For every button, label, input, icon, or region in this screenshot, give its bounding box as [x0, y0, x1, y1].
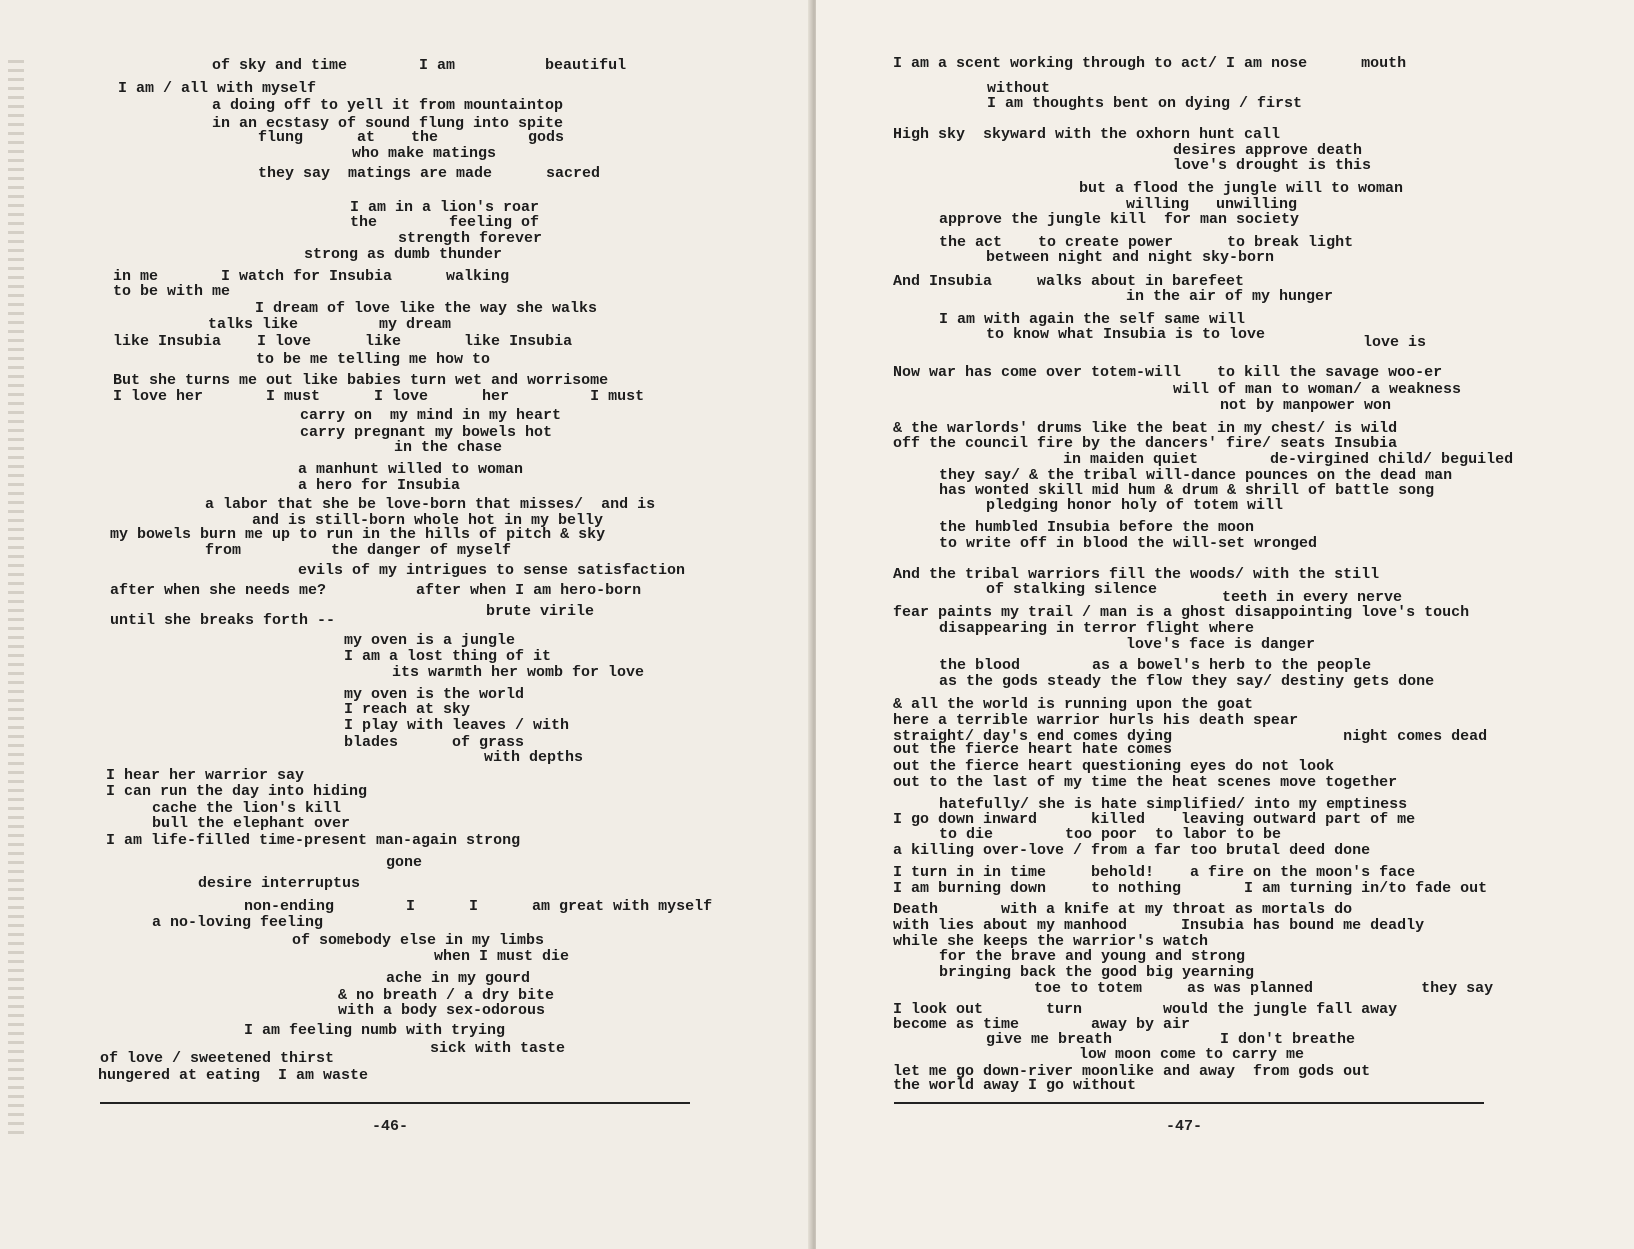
left-line: and is still-born whole hot in my belly [252, 512, 604, 529]
left-line: in the chase [394, 439, 503, 456]
left-line: after when she needs me? after when I am hero-born [110, 582, 642, 599]
right-line: for the brave and young and strong [939, 948, 1246, 965]
left-line: of somebody else in my limbs [292, 932, 545, 949]
right-page-number: -47- [1166, 1118, 1203, 1135]
right-line: out to the last of my time the heat scenes move together [893, 774, 1398, 791]
left-line: my oven is a jungle [344, 632, 516, 649]
left-line: they say matings are made sacred [258, 165, 601, 182]
right-line: to write off in blood the will-set wronged [939, 535, 1318, 552]
left-line: I am in a lion's roar [350, 199, 540, 216]
right-line: desires approve death [1173, 142, 1363, 159]
right-line: I am with again the self same will [939, 311, 1246, 328]
right-footer-rule [894, 1102, 1484, 1104]
right-line: off the council fire by the dancers' fire/ seats Insubia [893, 435, 1398, 452]
right-line: here a terrible warrior hurls his death spear [893, 712, 1299, 729]
right-line: with lies about my manhood Insubia has bound me deadly [893, 917, 1425, 934]
right-line: out the fierce heart questioning eyes do not look [893, 758, 1335, 775]
left-line: like Insubia I love like like Insubia [113, 333, 573, 350]
right-line: I am a scent working through to act/ I am nose mouth [893, 55, 1407, 72]
left-line: I am feeling numb with trying [244, 1022, 506, 1039]
right-line: I go down inward killed leaving outward part of me [893, 811, 1416, 828]
right-line: the blood as a bowel's herb to the people [939, 657, 1372, 674]
left-line: brute virile [486, 603, 595, 620]
right-line: Death with a knife at my throat as mortals do [893, 901, 1353, 918]
left-line: gone [386, 854, 423, 871]
left-line: But she turns me out like babies turn wet and worrisome [113, 372, 609, 389]
right-line: to know what Insubia is to love [986, 326, 1266, 343]
right-line: a killing over-love / from a far too brutal deed done [893, 842, 1371, 859]
right-line: & all the world is running upon the goat [893, 696, 1254, 713]
right-line: & the warlords' drums like the beat in my chest/ is wild [893, 420, 1398, 437]
right-line: in maiden quiet de-virgined child/ beguiled [1063, 451, 1514, 468]
right-line: not by manpower won [1220, 397, 1392, 414]
left-line: hungered at eating I am waste [98, 1067, 369, 1084]
left-line: with a body sex-odorous [338, 1002, 546, 1019]
left-line: a doing off to yell it from mountaintop [212, 97, 564, 114]
left-line: strong as dumb thunder [304, 246, 503, 263]
left-line: I am life-filled time-present man-again strong [106, 832, 521, 849]
left-line: I love her I must I love her I must [113, 388, 645, 405]
left-line: with depths [484, 749, 584, 766]
right-line: low moon come to carry me [1079, 1046, 1305, 1063]
left-line: the feeling of [350, 214, 540, 231]
right-line: I look out turn would the jungle fall away [893, 1001, 1398, 1018]
right-line: become as time away by air [893, 1016, 1191, 1033]
right-line: Now war has come over totem-will to kill the savage woo-er [893, 364, 1443, 381]
right-line: but a flood the jungle will to woman [1079, 180, 1404, 197]
right-line: give me breath I don't breathe [986, 1031, 1356, 1048]
right-line: love is [1363, 334, 1427, 351]
right-line: between night and night sky-born [986, 249, 1275, 266]
left-line: in me I watch for Insubia walking [113, 268, 510, 285]
right-line: And the tribal warriors fill the woods/ with the still [893, 566, 1380, 583]
left-line: to be with me [113, 283, 231, 300]
left-line: I am / all with myself [118, 80, 317, 97]
right-line: I am burning down to nothing I am turning in/to fade out [893, 880, 1488, 897]
right-line: approve the jungle kill for man society [939, 211, 1300, 228]
right-line: the world away I go without [893, 1077, 1137, 1094]
right-line: hatefully/ she is hate simplified/ into my emptiness [939, 796, 1408, 813]
right-line: bringing back the good big yearning [939, 964, 1255, 981]
left-line: in an ecstasy of sound flung into spite [212, 115, 564, 132]
left-line: desire interruptus [198, 875, 361, 892]
right-line: out the fierce heart hate comes [893, 741, 1173, 758]
left-line: flung at the gods [258, 129, 565, 146]
right-line: teeth in every nerve [1222, 589, 1403, 606]
left-line: talks like my dream [208, 316, 452, 333]
left-line: a manhunt willed to woman [298, 461, 524, 478]
right-line: willing unwilling [1126, 196, 1298, 213]
right-line: to die too poor to labor to be [939, 826, 1282, 843]
left-line: I dream of love like the way she walks [255, 300, 598, 317]
right-line: disappearing in terror flight where [939, 620, 1255, 637]
left-line: I can run the day into hiding [106, 783, 368, 800]
right-line: High sky skyward with the oxhorn hunt call [893, 126, 1281, 143]
left-line: when I must die [434, 948, 570, 965]
right-page [816, 0, 1634, 1249]
left-line: carry on my mind in my heart [300, 407, 562, 424]
right-line: love's face is danger [1126, 636, 1316, 653]
right-line: I turn in in time behold! a fire on the moon's face [893, 864, 1416, 881]
right-line: in the air of my hunger [1126, 288, 1334, 305]
left-line: evils of my intrigues to sense satisfaction [298, 562, 686, 579]
right-line: the humbled Insubia before the moon [939, 519, 1255, 536]
left-line: my bowels burn me up to run in the hills of pitch & sky [110, 526, 606, 543]
left-line: a no-loving feeling [152, 914, 324, 931]
left-line: blades of grass [344, 734, 525, 751]
binding-perforations [8, 60, 24, 1140]
left-line: of love / sweetened thirst [100, 1050, 335, 1067]
left-line: I play with leaves / with [344, 717, 570, 734]
right-line: I am thoughts bent on dying / first [987, 95, 1303, 112]
right-line: they say/ & the tribal will-dance pounces on the dead man [939, 467, 1453, 484]
right-line: has wonted skill mid hum & drum & shrill of battle song [939, 482, 1435, 499]
left-line: I hear her warrior say [106, 767, 305, 784]
left-line: sick with taste [430, 1040, 566, 1057]
left-page [0, 0, 812, 1249]
left-line: ache in my gourd [386, 970, 531, 987]
right-line: the act to create power to break light [939, 234, 1354, 251]
right-line: of stalking silence [986, 581, 1158, 598]
left-line: bull the elephant over [152, 815, 351, 832]
left-line: my oven is the world [344, 686, 525, 703]
right-line: love's drought is this [1173, 157, 1372, 174]
right-line: And Insubia walks about in barefeet [893, 273, 1245, 290]
right-line: let me go down-river moonlike and away from gods out [893, 1063, 1371, 1080]
right-line: fear paints my trail / man is a ghost disappointing love's touch [893, 604, 1470, 621]
left-line: a hero for Insubia [298, 477, 461, 494]
right-line: pledging honor holy of totem will [986, 497, 1284, 514]
left-line: from the danger of myself [205, 542, 512, 559]
right-line: while she keeps the warrior's watch [893, 933, 1209, 950]
left-line: non-ending I I am great with myself [244, 898, 713, 915]
left-line: to be me telling me how to [256, 351, 491, 368]
left-page-number: -46- [372, 1118, 409, 1135]
left-line: a labor that she be love-born that misses/ and is [205, 496, 656, 513]
left-line: carry pregnant my bowels hot [300, 424, 553, 441]
left-line: cache the lion's kill [152, 800, 342, 817]
left-line: who make matings [352, 145, 497, 162]
left-line: its warmth her womb for love [392, 664, 645, 681]
right-line: toe to totem as was planned they say [1034, 980, 1494, 997]
left-line: strength forever [398, 230, 543, 247]
right-line: straight/ day's end comes dying night comes dead [893, 728, 1488, 745]
left-footer-rule [100, 1102, 690, 1104]
left-line: I am a lost thing of it [344, 648, 552, 665]
left-line: until she breaks forth -- [110, 612, 336, 629]
left-line: of sky and time I am beautiful [212, 57, 627, 74]
right-line: will of man to woman/ a weakness [1173, 381, 1462, 398]
right-line: without [987, 80, 1051, 97]
right-line: as the gods steady the flow they say/ destiny gets done [939, 673, 1435, 690]
left-line: I reach at sky [344, 701, 471, 718]
left-line: & no breath / a dry bite [338, 987, 555, 1004]
